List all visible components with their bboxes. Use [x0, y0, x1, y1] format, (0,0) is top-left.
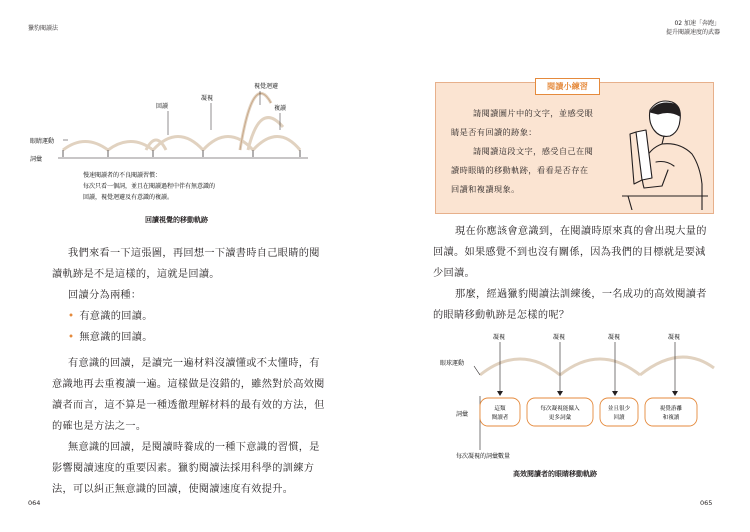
- figure-note-line-1: 每次只看一個詞，並且在閱讀過程中伴有無意識的: [83, 183, 216, 190]
- label-words: 詞彙: [30, 156, 43, 163]
- word-box-text: 閱讀者: [491, 415, 509, 421]
- bullet-item: • 有意識的回讀。: [68, 311, 153, 322]
- word-box-text: 更多詞彙: [548, 415, 572, 421]
- right-running-header-line-2: 提升閱讀速度的武器: [665, 29, 720, 36]
- right-page-number: 065: [700, 499, 713, 507]
- left-body-line: 的確也是方法之一。: [52, 421, 147, 432]
- left-running-header: 獵豹閱讀法: [28, 25, 59, 32]
- word-box-4: [645, 398, 697, 426]
- left-body-line: 無意識的回讀，是閱讀時養成的一種下意識的習慣，是: [68, 442, 320, 453]
- right-body-line: 回讀。如果感覺不到也沒有關係，因為我們的目標就是要減: [433, 247, 706, 258]
- bullet-item: • 無意識的回讀。: [68, 332, 153, 343]
- right-body-paragraph-1: [433, 221, 723, 326]
- left-body-paragraph-1: [52, 243, 333, 348]
- label-fixation: 凝視: [201, 95, 214, 102]
- exercise-text: [451, 104, 621, 199]
- word-box-1: [480, 398, 520, 426]
- left-body-line: 讀者而言，這不算是一種透徹理解材料的最有效的方法，但: [52, 400, 325, 411]
- left-body-line: 有意識的回讀，是讀完一遍材料沒讀懂或不太懂時，有: [68, 358, 320, 369]
- left-figure-caption: 回讀視覺的移動軌跡: [145, 216, 208, 224]
- word-box-text: 這類: [494, 406, 506, 412]
- left-page-number: 064: [28, 499, 41, 507]
- words-label: 詞彙: [456, 411, 469, 418]
- right-body-line: 那麼，經過獵豹閱讀法訓練後，一名成功的高效閱讀者: [455, 289, 707, 300]
- left-body-paragraph-2: [52, 353, 332, 500]
- left-body-line: 意識地再去重複讀一遍。這樣做是沒錯的，雖然對於高效閱: [52, 379, 325, 390]
- right-body-line: 少回讀。: [433, 268, 475, 279]
- left-body-line: 回讀分為兩種：: [68, 290, 142, 301]
- fixation-label-4: 凝視: [668, 334, 681, 341]
- eye-movement-label: 眼球運動: [440, 360, 465, 367]
- label-eye-movement: 眼睛運動: [30, 138, 55, 145]
- exercise-title: 閱讀小練習: [535, 78, 600, 95]
- exercise-line: 讀時眼睛的移動軌跡，看看是否存在: [451, 165, 589, 175]
- label-visual-span: 視覺迴避: [254, 83, 279, 90]
- fixation-label-2: 凝視: [553, 334, 566, 341]
- words-per-fixation-label: 每次凝視的詞彙數量: [456, 453, 511, 460]
- word-box-text: 並且很少: [607, 406, 631, 412]
- left-body-line: 我們來看一下這張圖，再回想一下讀書時自己眼睛的閱: [68, 248, 320, 259]
- word-box-text: 和複讀: [662, 415, 680, 421]
- right-figure-caption: 高效閱讀者的眼睛移動軌跡: [513, 470, 597, 478]
- exercise-line: 請閱讀圖片中的文字，並感受眼: [473, 108, 594, 118]
- label-review: 複讀: [274, 105, 287, 112]
- right-body-line: 現在你應該會意識到，在閱讀時原來真的會出現大量的: [455, 226, 707, 237]
- right-running-header-line-1: 02 加速「奔跑」: [674, 20, 720, 27]
- word-box-text: 每次凝視能攝入: [540, 406, 580, 412]
- word-box-3: [600, 398, 638, 426]
- word-box-2: [527, 398, 593, 426]
- figure-note-line-2: 回讀，視覺迴避及有意識的複讀。: [83, 194, 174, 201]
- left-body-line: 法，可以糾正無意識的回讀，使閱讀速度有效提升。: [52, 484, 294, 495]
- word-box-text: 視覺游離: [659, 406, 683, 412]
- word-box-text: 回讀: [613, 415, 625, 421]
- fixation-label-3: 凝視: [608, 334, 621, 341]
- regression-figure: [28, 75, 318, 225]
- efficient-reader-figure: [432, 328, 722, 478]
- exercise-line: 回讀和複讀現象。: [451, 184, 520, 194]
- label-regression: 回讀: [156, 103, 169, 110]
- fixation-label-1: 凝視: [493, 334, 506, 341]
- left-body-line: 讀軌跡是不是這樣的，這就是回讀。: [52, 269, 220, 280]
- left-body-line: 影響閱讀速度的重要因素。獵豹閱讀法採用科學的訓練方: [52, 463, 315, 474]
- figure-note-title: 慢速閱讀者的不良閱讀習慣：: [83, 172, 162, 179]
- reader-illustration: [622, 92, 708, 210]
- exercise-line: 睛是否有回讀的跡象：: [451, 127, 537, 137]
- exercise-line: 請閱讀這段文字，感受自己在閱: [473, 146, 594, 156]
- right-body-line: 的眼睛移動軌跡是怎樣的呢？: [433, 310, 570, 321]
